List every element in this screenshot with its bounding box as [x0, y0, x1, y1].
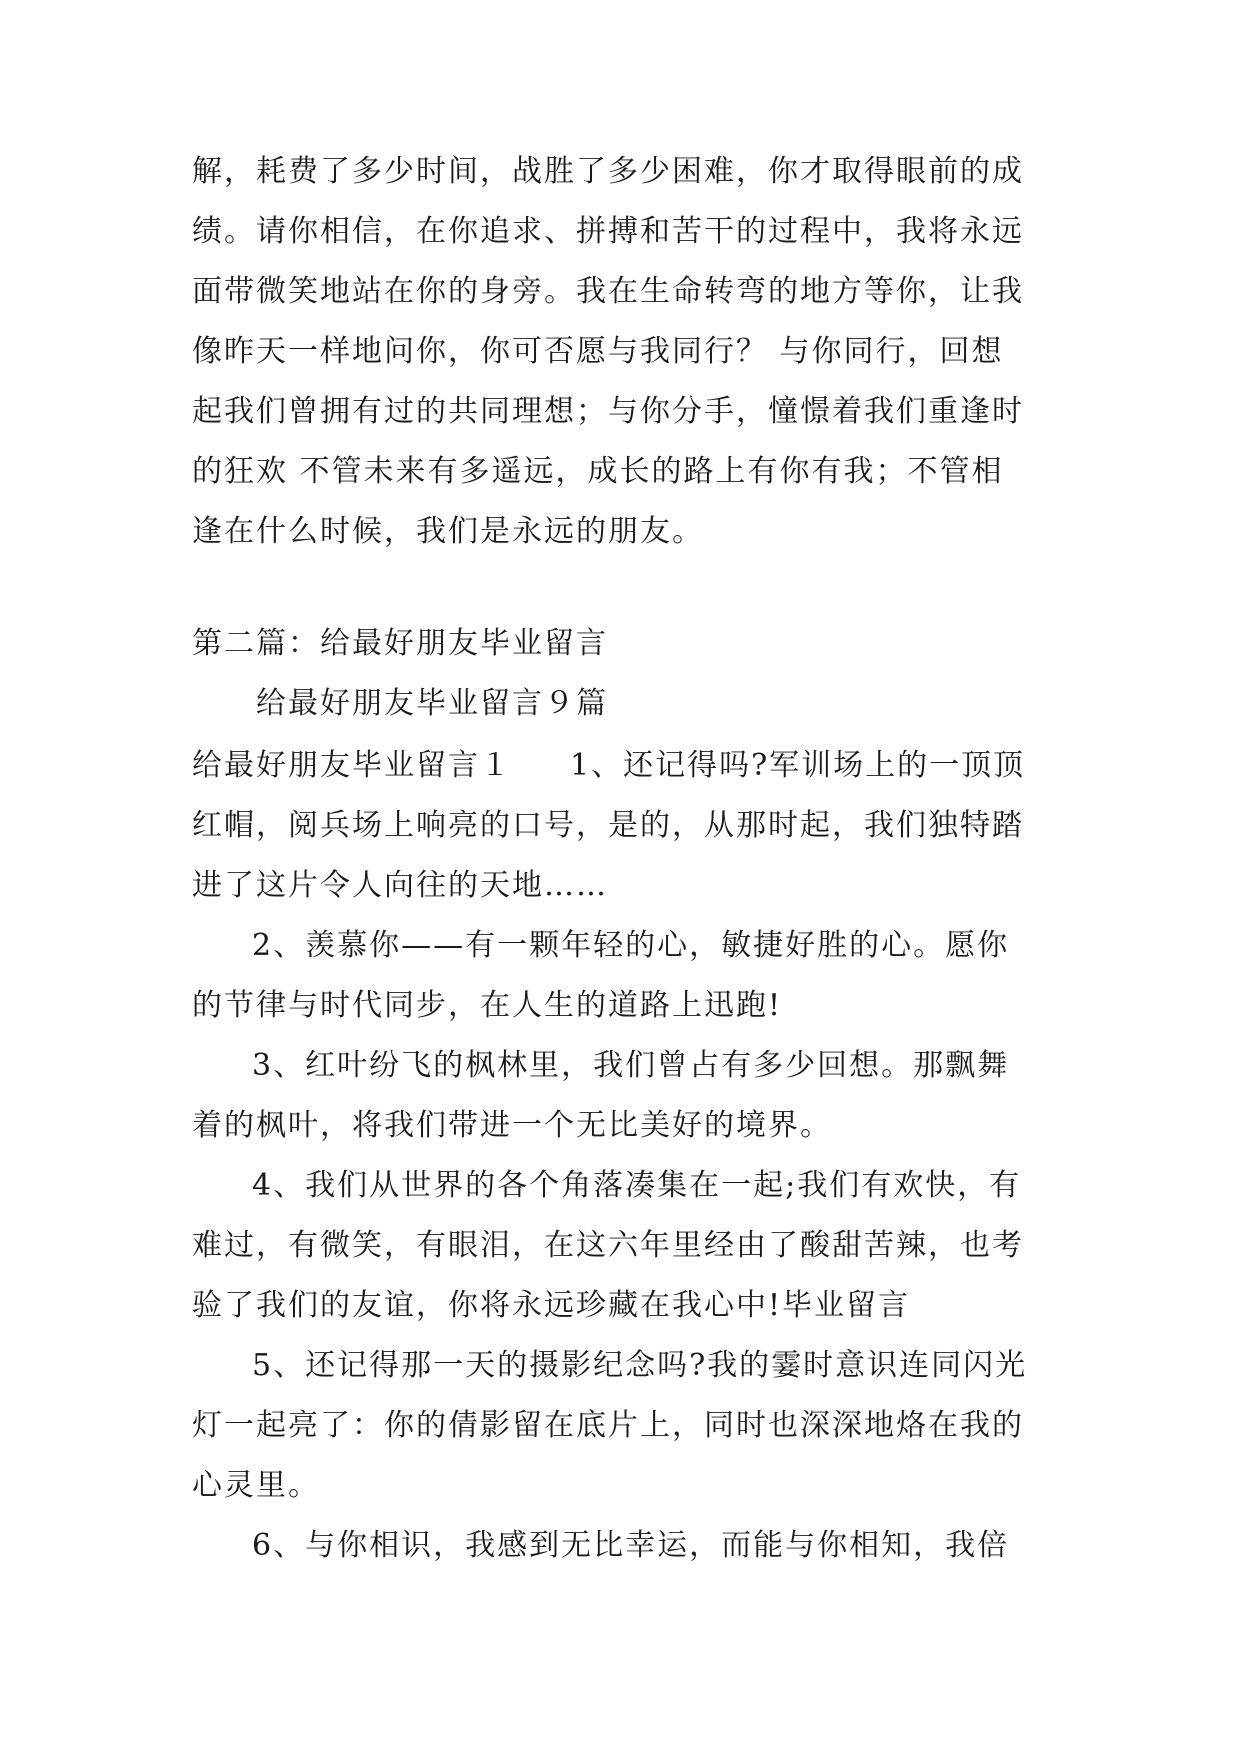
text-line: 灯一起亮了：你的倩影留在底片上，同时也深深地烙在我的	[192, 1408, 1024, 1443]
section-heading: 第二篇：给最好朋友毕业留言	[192, 626, 608, 661]
text-line: 解，耗费了多少时间，战胜了多少困难，你才取得眼前的成	[192, 154, 1024, 189]
text-line: 的节律与时代同步，在人生的道路上迅跑!	[192, 988, 783, 1023]
entry-line	[192, 746, 1052, 786]
text-line: 进了这片令人向往的天地……	[192, 868, 608, 903]
text-line: 逢在什么时候，我们是永远的朋友。	[192, 514, 704, 549]
text-line: 3、红叶纷飞的枫林里，我们曾占有多少回想。那飘舞	[252, 1048, 1010, 1083]
text-line: 起我们曾拥有过的共同理想；与你分手，憧憬着我们重逢时	[192, 394, 1024, 429]
text-line: 像昨天一样地问你，你可否愿与我同行？ 与你同行，回想	[192, 334, 1004, 369]
text-line: 4、我们从世界的各个角落凑集在一起;我们有欢快，有	[252, 1168, 1022, 1203]
text-line: 红帽，阅兵场上响亮的口号，是的，从那时起，我们独特踏	[192, 808, 1024, 843]
text-line: 着的枫叶，将我们带进一个无比美好的境界。	[192, 1108, 832, 1143]
entry-label: 给最好朋友毕业留言１	[192, 748, 512, 783]
text-line: 面带微笑地站在你的身旁。我在生命转弯的地方等你，让我	[192, 274, 1024, 309]
item-text: 1、还记得吗?军训场上的一顶顶	[570, 748, 1026, 783]
text-line: 的狂欢 不管未来有多遥远，成长的路上有你有我；不管相	[192, 454, 1004, 489]
text-line: 心灵里。	[192, 1468, 320, 1503]
text-line: 验了我们的友谊，你将永远珍藏在我心中!毕业留言	[192, 1288, 911, 1323]
text-line: 绩。请你相信，在你追求、拼搏和苦干的过程中，我将永远	[192, 214, 1024, 249]
text-line: 5、还记得那一天的摄影纪念吗?我的霎时意识连同闪光	[252, 1348, 1028, 1383]
section-subtitle: 给最好朋友毕业留言９篇	[256, 686, 608, 721]
text-line: 6、与你相识，我感到无比幸运，而能与你相知，我倍	[252, 1528, 1010, 1563]
text-line: 2、羡慕你——有一颗年轻的心，敏捷好胜的心。愿你	[252, 928, 1010, 963]
text-line: 难过，有微笑，有眼泪，在这六年里经由了酸甜苦辣，也考	[192, 1228, 1024, 1263]
